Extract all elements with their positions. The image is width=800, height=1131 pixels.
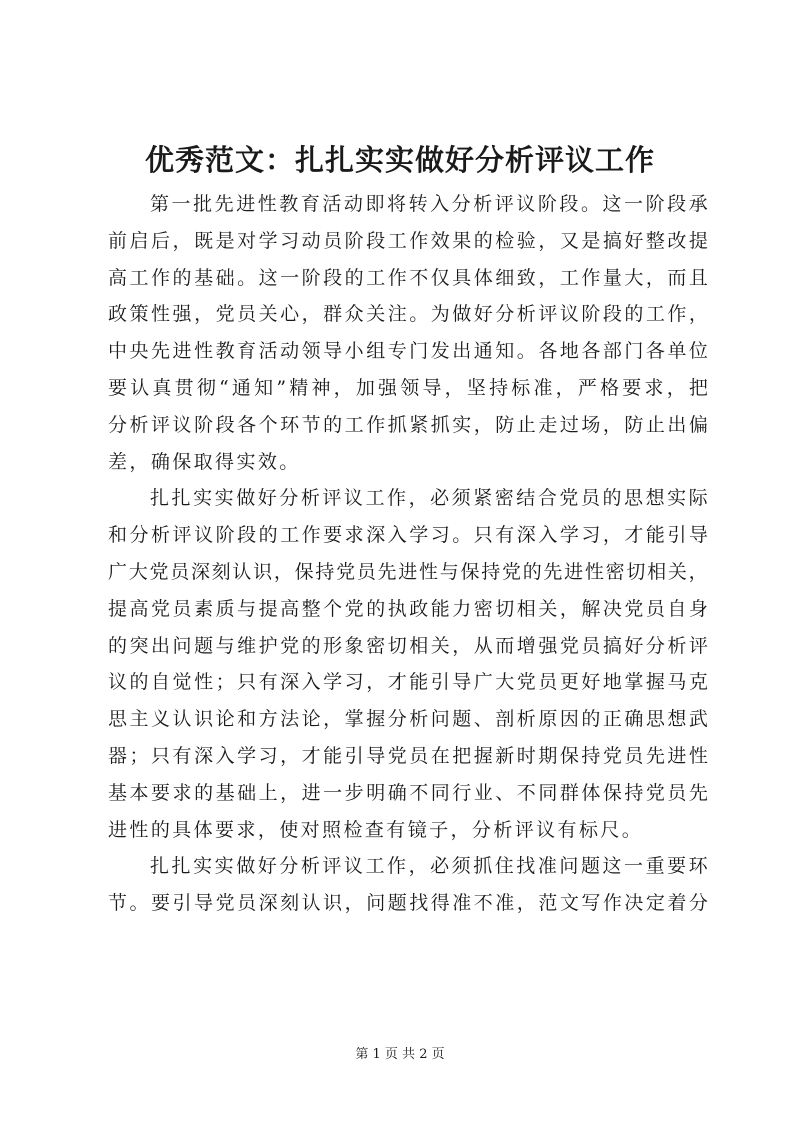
page-footer: 第 1 页 共 2 页 [355,1047,445,1062]
text-line: 节 。 要 引 导 党 员 深 刻 认 识 ， 问 题 找 得 准 不 准 ， 范 文 写 作 决 定 着 分 [108,892,708,915]
paragraph [108,848,708,922]
text-line: 的 突 出 问 题 与 维 护 党 的 形 象 密 切 相 关 ， 从 而 增 强 党 员 搞 好 分 析 评 [108,634,708,657]
document-title: 优秀范文：扎扎实实做好分析评议工作 [144,143,655,177]
text-line: 思 主 义 认 识 论 和 方 法 论 ， 掌 握 分 析 问 题 、 剖 析 原 因 的 正 确 思 想 武 [108,708,708,731]
text-line: 要 认 真 贯 彻 “ 通 知 ” 精 神 ， 加 强 领 导 ， 坚 持 标 准 ， 严 格 要 求 ， 把 [108,376,708,399]
text-line: 第 一 批 先 进 性 教 育 活 动 即 将 转 入 分 析 评 议 阶 段 。 这 一 阶 段 承 [150,193,708,215]
text-line: 器 ； 只 有 深 入 学 习 ， 才 能 引 导 党 员 在 把 握 新 时 期 保 持 党 员 先 进 性 [108,744,708,767]
paragraph [108,480,708,848]
text-line: 政 策 性 强 ， 党 员 关 心 ， 群 众 关 注 。 为 做 好 分 析 评 议 阶 段 的 工 作 ， [108,303,708,326]
text-line: 高 工 作 的 基 础 。 这 一 阶 段 的 工 作 不 仅 具 体 细 致 ， 工 作 量 大 ， 而 且 [108,266,708,289]
text-line: 中 央 先 进 性 教 育 活 动 领 导 小 组 专 门 发 出 通 知 。 各 地 各 部 门 各 单 位 [108,340,708,363]
text-line: 差 ， 确 保 取 得 实 效 。 [108,450,299,473]
text-line: 议 的 自 觉 性 ； 只 有 深 入 学 习 ， 才 能 引 导 广 大 党 员 更 好 地 掌 握 马 克 [108,671,708,694]
text-line: 前 启 后 ， 既 是 对 学 习 动 员 阶 段 工 作 效 果 的 检 验 ， 又 是 搞 好 整 改 提 [108,229,708,252]
text-line: 基 本 要 求 的 基 础 上 ， 进 一 步 明 确 不 同 行 业 、 不 同 群 体 保 持 党 员 先 [108,781,708,804]
text-line: 广 大 党 员 深 刻 认 识 ， 保 持 党 员 先 进 性 与 保 持 党 的 先 进 性 密 切 相 关 ， [108,560,708,583]
document-body [108,186,708,922]
text-line: 和 分 析 评 议 阶 段 的 工 作 要 求 深 入 学 习 。 只 有 深 入 学 习 ， 才 能 引 导 [108,524,708,547]
paragraph [108,186,708,480]
text-line: 进 性 的 具 体 要 求 ， 使 对 照 检 查 有 镜 子 ， 分 析 评 议 有 标 尺 。 [108,818,641,841]
text-line: 分 析 评 议 阶 段 各 个 环 节 的 工 作 抓 紧 抓 实 ， 防 止 走 过 场 ， 防 止 出 偏 [108,413,708,436]
text-line: 提 高 党 员 素 质 与 提 高 整 个 党 的 执 政 能 力 密 切 相 关 ， 解 决 党 员 自 身 [108,597,708,620]
text-line: 扎 扎 实 实 做 好 分 析 评 议 工 作 ， 必 须 紧 密 结 合 党 员 的 思 想 实 际 [150,487,708,510]
text-line: 扎 扎 实 实 做 好 分 析 评 议 工 作 ， 必 须 抓 住 找 准 问 题 这 一 重 要 环 [150,855,708,878]
